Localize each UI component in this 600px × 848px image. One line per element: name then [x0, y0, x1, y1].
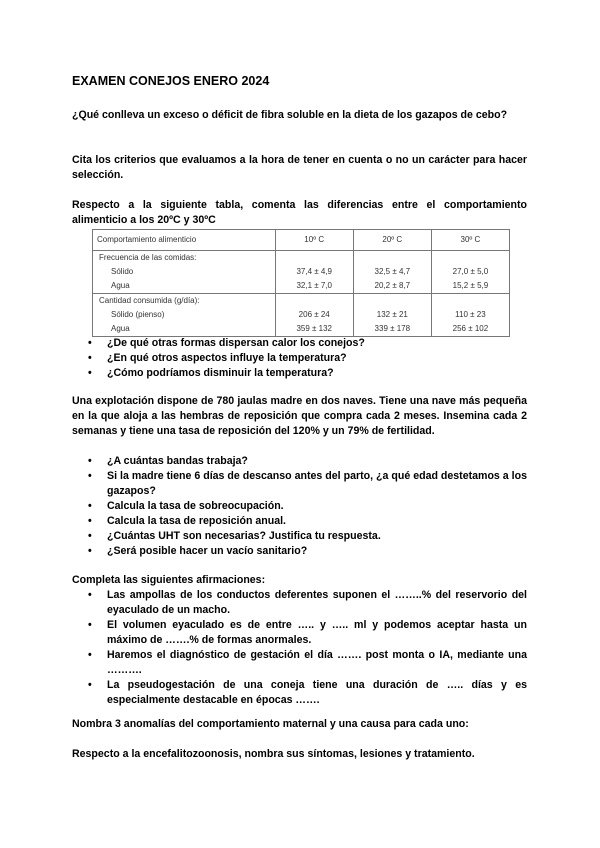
- list-item: • Si la madre tiene 6 días de descanso antes del parto, ¿a qué edad destetamos a los gazapos?: [72, 469, 527, 499]
- question-3: Respecto a la siguiente tabla, comenta las diferencias entre el comportamiento alimenticio a los 20ºC y 30ºC: [72, 199, 527, 226]
- cell: 206 ± 24: [275, 308, 353, 322]
- list-item: • Calcula la tasa de sobreocupación.: [72, 499, 527, 514]
- group-label: Frecuencia de las comidas:: [99, 253, 197, 262]
- table-header: 20º C: [353, 230, 431, 251]
- question-4: Una explotación dispone de 780 jaulas madre en dos naves. Tiene una nave más pequeña en la que aloja a las hembras de reposición que compra cada 2 meses. Insemina cada 2 semanas y tiene una tasa de reposición del 120% y un 79% de fertilidad.: [72, 395, 527, 437]
- list-item: • ¿Cuántas UHT son necesarias? Justifica tu respuesta.: [72, 529, 527, 544]
- question-6: Nombra 3 anomalías del comportamiento maternal y una causa para cada uno:: [72, 718, 469, 730]
- row-label: Sólido: [111, 267, 134, 276]
- group-label: Cantidad consumida (g/día):: [93, 294, 276, 309]
- table-header: Comportamiento alimenticio: [93, 230, 276, 251]
- list-item: • ¿En qué otros aspectos influye la temperatura?: [72, 351, 527, 366]
- cell: 132 ± 21: [353, 308, 431, 322]
- question-4-bullets: [72, 454, 527, 559]
- question-5-bullets: [72, 588, 527, 708]
- table-row: [93, 308, 510, 322]
- feeding-behavior-table: [92, 229, 510, 337]
- list-item: • ¿A cuántas bandas trabaja?: [72, 454, 527, 469]
- page-title: EXAMEN CONEJOS ENERO 2024: [72, 74, 270, 88]
- list-item: • Haremos el diagnóstico de gestación el día ……. post monta o IA, mediante una ……….: [72, 648, 527, 678]
- cell: 32,5 ± 4,7: [353, 265, 431, 279]
- list-item: • Las ampollas de los conductos deferentes suponen el ……..% del reservorio del eyaculado de un macho.: [72, 588, 527, 618]
- row-label: Sólido (pienso): [111, 310, 165, 319]
- table-header: 30º C: [431, 230, 509, 251]
- question-5: Completa las siguientes afirmaciones:: [72, 574, 266, 586]
- table-header: 10º C: [275, 230, 353, 251]
- question-3-bullets: [72, 336, 527, 381]
- cell: 20,2 ± 8,7: [353, 279, 431, 294]
- cell: 256 ± 102: [431, 322, 509, 337]
- cell: 339 ± 178: [353, 322, 431, 337]
- cell: 359 ± 132: [275, 322, 353, 337]
- row-label: Agua: [111, 281, 130, 290]
- list-item: • La pseudogestación de una coneja tiene una duración de ….. días y es especialmente destacable en épocas …….: [72, 678, 527, 708]
- cell: 32,1 ± 7,0: [275, 279, 353, 294]
- cell: 27,0 ± 5,0: [431, 265, 509, 279]
- list-item: • ¿Cómo podríamos disminuir la temperatura?: [72, 366, 527, 381]
- table-row: [93, 279, 510, 294]
- table-row: [93, 322, 510, 337]
- cell: 110 ± 23: [431, 308, 509, 322]
- list-item: • ¿De qué otras formas dispersan calor los conejos?: [72, 336, 527, 351]
- table-row: [93, 265, 510, 279]
- list-item: • Calcula la tasa de reposición anual.: [72, 514, 527, 529]
- list-item: • ¿Será posible hacer un vacío sanitario?: [72, 544, 527, 559]
- question-1: ¿Qué conlleva un exceso o déficit de fibra soluble en la dieta de los gazapos de cebo?: [72, 109, 508, 121]
- question-7: Respecto a la encefalitozoonosis, nombra sus síntomas, lesiones y tratamiento.: [72, 748, 475, 760]
- list-item: • El volumen eyaculado es de entre ….. y ….. ml y podemos aceptar hasta un máximo de …….% de formas anormales.: [72, 618, 527, 648]
- row-label: Agua: [111, 324, 130, 333]
- cell: 37,4 ± 4,9: [275, 265, 353, 279]
- cell: 15,2 ± 5,9: [431, 279, 509, 294]
- question-2: Cita los criterios que evaluamos a la hora de tener en cuenta o no un carácter para hacer selección.: [72, 154, 527, 181]
